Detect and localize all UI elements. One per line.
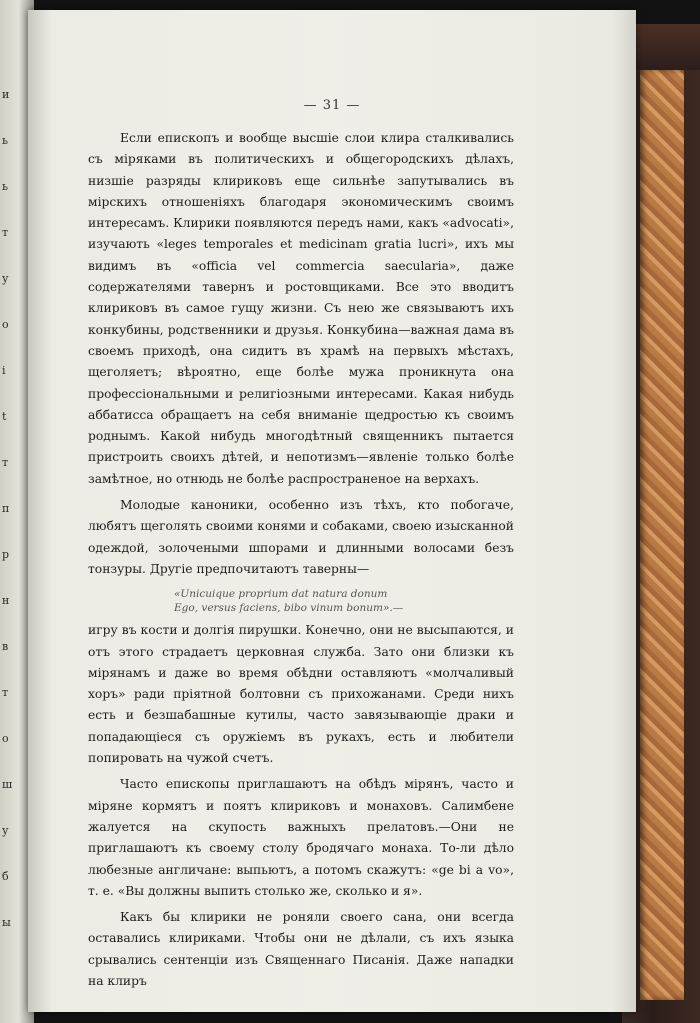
left-page-fragment: у xyxy=(2,824,9,837)
left-page-fragment: б xyxy=(2,870,9,883)
left-page-fragment: ь xyxy=(2,134,8,147)
left-page-fragment: ы xyxy=(2,916,11,929)
paragraph: Часто епископы приглашаютъ на обѣдъ мірянъ, часто и міряне кормятъ и поятъ клириковъ и монаховъ. Салимбене жалуется на скупость важныхъ прелатовъ.—Они не приглашаютъ къ своему столу бродячаго монаха. То-ли дѣло любезные англичане: выпьютъ, а потомъ скажутъ: «ge bi a vo», т. е. «Вы должны выпить столько же, сколько и я». xyxy=(88,777,514,898)
left-page-fragment: т xyxy=(2,456,9,469)
book-page xyxy=(28,10,636,1012)
left-page-fragment: у xyxy=(2,272,9,285)
left-page-fragment: п xyxy=(2,502,10,515)
page-number: — 31 — xyxy=(303,98,361,113)
left-page-fragment: и xyxy=(2,88,10,101)
paragraph: Если епископъ и вообще высшіе слои клира сталкивались съ міряками въ политическихъ и общегородскихъ дѣлахъ, низшіе разряды клириковъ еще сильнѣе запутывались въ мірскихъ отношеніяхъ благодаря экономическимъ своимъ интересамъ. Клирики появляются передъ нами, какъ «advocati», изучають «leges temporales et medicinam gratia lucri», ихъ мы видимъ въ «officia vel commercia saecularia», даже содержателями тавернъ и ростовщиками. Все это вводитъ клириковъ въ самое гущу жизни. Съ нею же связываютъ ихъ конкубины, родственники и друзья. Конкубина—важная дама въ своемъ приходѣ, она сидитъ въ храмѣ на первыхъ мѣстахъ, щеголяетъ; вѣроятно, еще болѣе мужа проникнута она профессіональными и религіозными интересами. Какая нибудь аббатисса обращаетъ на себя вниманіе щедростью къ своимъ роднымъ. Какой нибудь многодѣтный священникъ пытается пристроить своихъ дѣтей, и непотизмъ—явленіе только болѣе замѣтное, но отнюдь не болѣе распространеное на верхахъ. xyxy=(88,131,514,486)
paragraph: Молодые каноники, особенно изъ тѣхъ, кто побогаче, любятъ щеголять своими конями и собаками, своею изысканной одеждой, золочеными шпорами и длинными волосами безъ тонзуры. Другіе предпочитаютъ таверны— xyxy=(88,498,514,576)
left-page-fragment: о xyxy=(2,318,9,331)
paragraph: Какъ бы клирики не роняли своего сана, они всегда оставались клириками. Чтобы они не дѣлали, съ ихъ языка срывались сентенціи изъ Священнаго Писанія. Даже нападки на клиръ xyxy=(88,910,514,988)
page-text xyxy=(88,128,514,992)
left-page-fragment: ь xyxy=(2,180,8,193)
left-page-fragment: о xyxy=(2,732,9,745)
left-page-fragment: t xyxy=(2,410,7,423)
left-page-fragment: н xyxy=(2,594,10,607)
left-page-fragment: т xyxy=(2,226,9,239)
paragraph: игру въ кости и долгія пирушки. Конечно, они не высыпаются, и отъ этого страдаетъ церковная служба. Зато они близки къ мірянамъ и даже во время обѣдни оставляютъ «молчаливый хоръ» ради пріятной болтовни съ прихожанами. Среди нихъ есть и безшабашные кутилы, часто завязывающіе драки и попадающіеся съ оружіемъ въ рукахъ, есть и любители попировать на чужой счетъ. xyxy=(88,623,514,766)
left-page-fragment: р xyxy=(2,548,10,561)
page-edges xyxy=(640,70,684,1000)
left-page-fragment: т xyxy=(2,686,9,699)
latin-quote xyxy=(88,587,514,615)
quote-line: Ego, versus faciens, bibo vinum bonum».— xyxy=(174,602,404,615)
left-page-fragment: і xyxy=(2,364,6,377)
left-page-fragment: в xyxy=(2,640,9,653)
left-page-fragment: ш xyxy=(2,778,13,791)
quote-line: «Unicuique proprium dat natura donum xyxy=(174,588,388,601)
book-cover-top xyxy=(628,24,700,70)
